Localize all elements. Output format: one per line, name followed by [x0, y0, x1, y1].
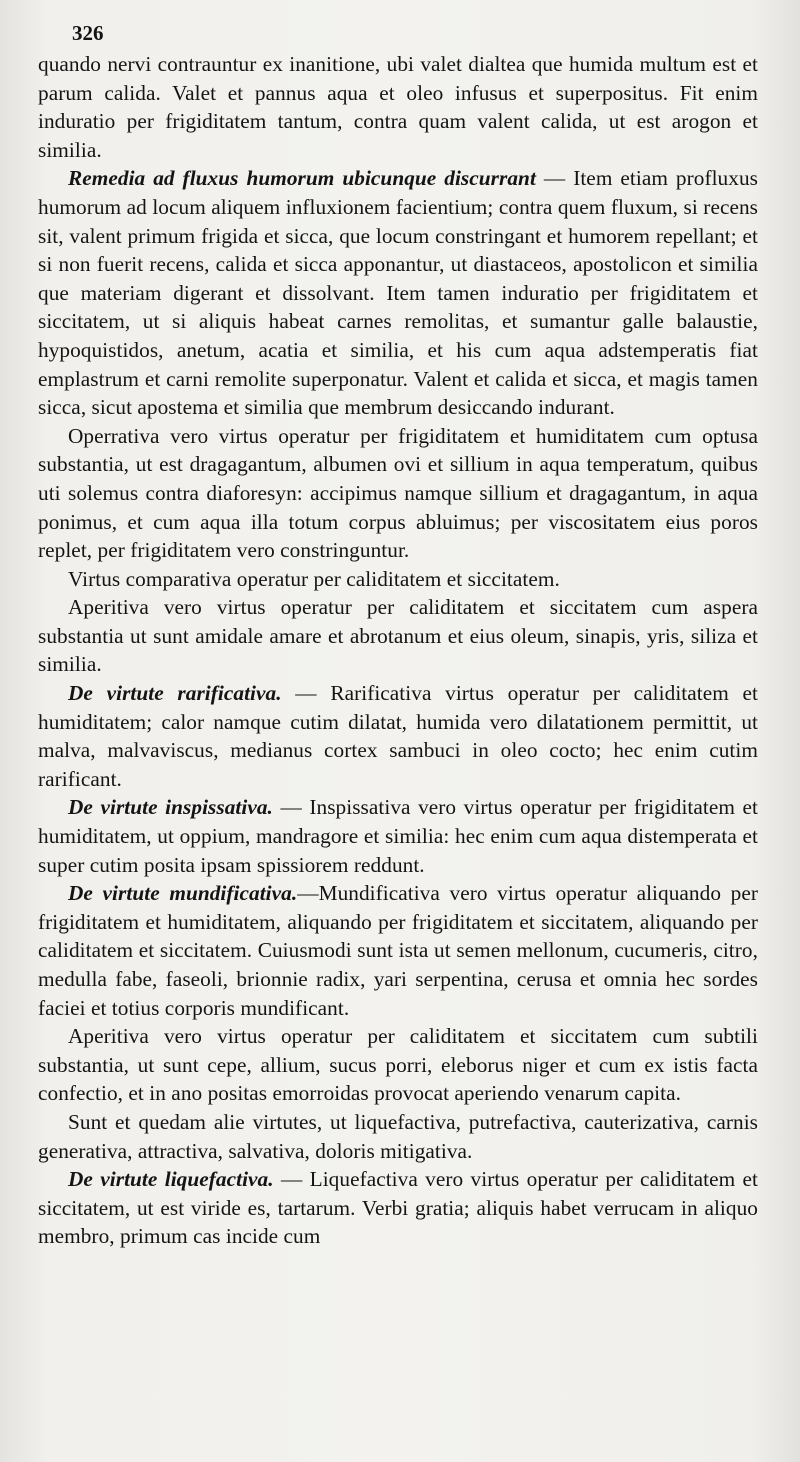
heading-separator: —: [535, 166, 574, 191]
heading-separator: —: [281, 681, 331, 706]
paragraph-6: [38, 679, 758, 793]
section-heading: Remedia ad fluxus humorum ubicunque discurrant: [68, 166, 536, 191]
paragraph-text: quando nervi contrauntur ex inanitione, ubi valet dialtea que humida multum est et parum calida. Valet et pannus aqua et oleo infusus et superpositus. Fit enim induratio per frigiditatem tantum, contra quam valent calida, ut est arogon et similia.: [38, 52, 758, 162]
heading-separator: —: [273, 1167, 310, 1192]
section-heading: De virtute mundificativa.: [68, 881, 298, 906]
paragraph-text: Mundificativa vero virtus operatur aliquando per frigiditatem et humiditatem, aliquando per frigiditatem et siccitatem, aliquando per caliditatem et siccitatem. Cuiusmodi sunt ista ut semen mellonum, cucumeris, citro, medulla fabe, faseoli, brionnie radix, yari serpentina, cerusa et omnia hec sordes faciei et totius corporis mundificant.: [38, 881, 758, 1020]
heading-separator: —: [297, 881, 319, 906]
paragraph-text: Liquefactiva vero virtus operatur per caliditatem et siccitatem, ut est viride es, tartarum. Verbi gratia; aliquis habet verrucam in aliquo membro, primum cas incide cum: [38, 1167, 758, 1249]
paragraph-text: Item etiam profluxus humorum ad locum aliquem influxionem facientium; contra quem fluxum, si recens sit, valent primum frigida et sicca, que locum constringant et humorem repellant; et si non fuerit recens, calida et sicca apponantur, ut diastaceos, apostolicon et similia que materiam digerant et dissolvant. Item tamen induratio per frigiditatem et siccitatem, ut si aliquis habeat carnes remolitas, et sumantur galle balaustie, hypoquistidos, anetum, acatia et similia, et his cum aqua adstemperatis fiat emplastrum et carni remolite superponatur. Valent et calida et sicca, et magis tamen sicca, sicut apostema et similia que membrum desiccando indurant.: [38, 166, 758, 420]
paragraph-5: [38, 593, 758, 679]
section-heading: De virtute inspissativa.: [68, 795, 273, 820]
paragraph-4: [38, 565, 758, 594]
paragraph-text: Inspissativa vero virtus operatur per frigiditatem et humiditatem, ut oppium, mandragore et similia: hec enim cum aqua distemperata et super cutim posita ipsam spissiorem reddunt.: [38, 795, 758, 877]
paragraph-text: Operrativa vero virtus operatur per frigiditatem et humiditatem cum optusa substantia, ut est dragagantum, albumen ovi et sillium in aqua temperatum, quibus uti solemus contra diaforesyn: accipimus namque sillium et dragagantum, in aqua ponimus, et cum aqua illa totum corpus abluimus; per viscositatem eius poros replet, per frigiditatem vero constringuntur.: [38, 423, 758, 563]
paragraph-2: [38, 164, 758, 421]
section-heading: De virtute rarificativa.: [68, 681, 282, 706]
paragraph-7: [38, 793, 758, 879]
paragraph-text: Aperitiva vero virtus operatur per caliditatem et siccitatem cum aspera substantia ut sunt amidale amare et abrotanum et eius oleum, sinapis, yris, siliza et similia.: [38, 595, 758, 677]
paragraph-text: Aperitiva vero virtus operatur per caliditatem et siccitatem cum subtili substantia, ut sunt cepe, allium, sucus porri, eleborus niger et cum ex istis facta confectio, et in ano positas emorroidas provocat aperiendo venarum capita.: [38, 1024, 758, 1106]
paragraph-text: Virtus comparativa operatur per caliditatem et siccitatem.: [68, 566, 560, 591]
paragraph-3: [38, 422, 758, 565]
heading-separator: —: [272, 795, 310, 820]
page-number: 326: [72, 21, 104, 45]
section-heading: De virtute liquefactiva.: [68, 1167, 274, 1192]
paragraph-text: Sunt et quedam alie virtutes, ut liquefactiva, putrefactiva, cauterizativa, carnis generativa, attractiva, salvativa, doloris mitigativa.: [38, 1109, 758, 1163]
paragraph-9: [38, 1022, 758, 1108]
paragraph-8: [38, 879, 758, 1022]
paragraph-text: Rarificativa virtus operatur per caliditatem et humiditatem; calor namque cutim dilatat, humida vero dilatationem permittit, ut malva, malvaviscus, medianus cortex sambuci in oleo cocto; hec enim cutim rarificant.: [38, 681, 758, 791]
paragraph-11: [38, 1165, 758, 1251]
paragraph-10: [38, 1108, 758, 1165]
paragraph-1: [38, 50, 758, 164]
